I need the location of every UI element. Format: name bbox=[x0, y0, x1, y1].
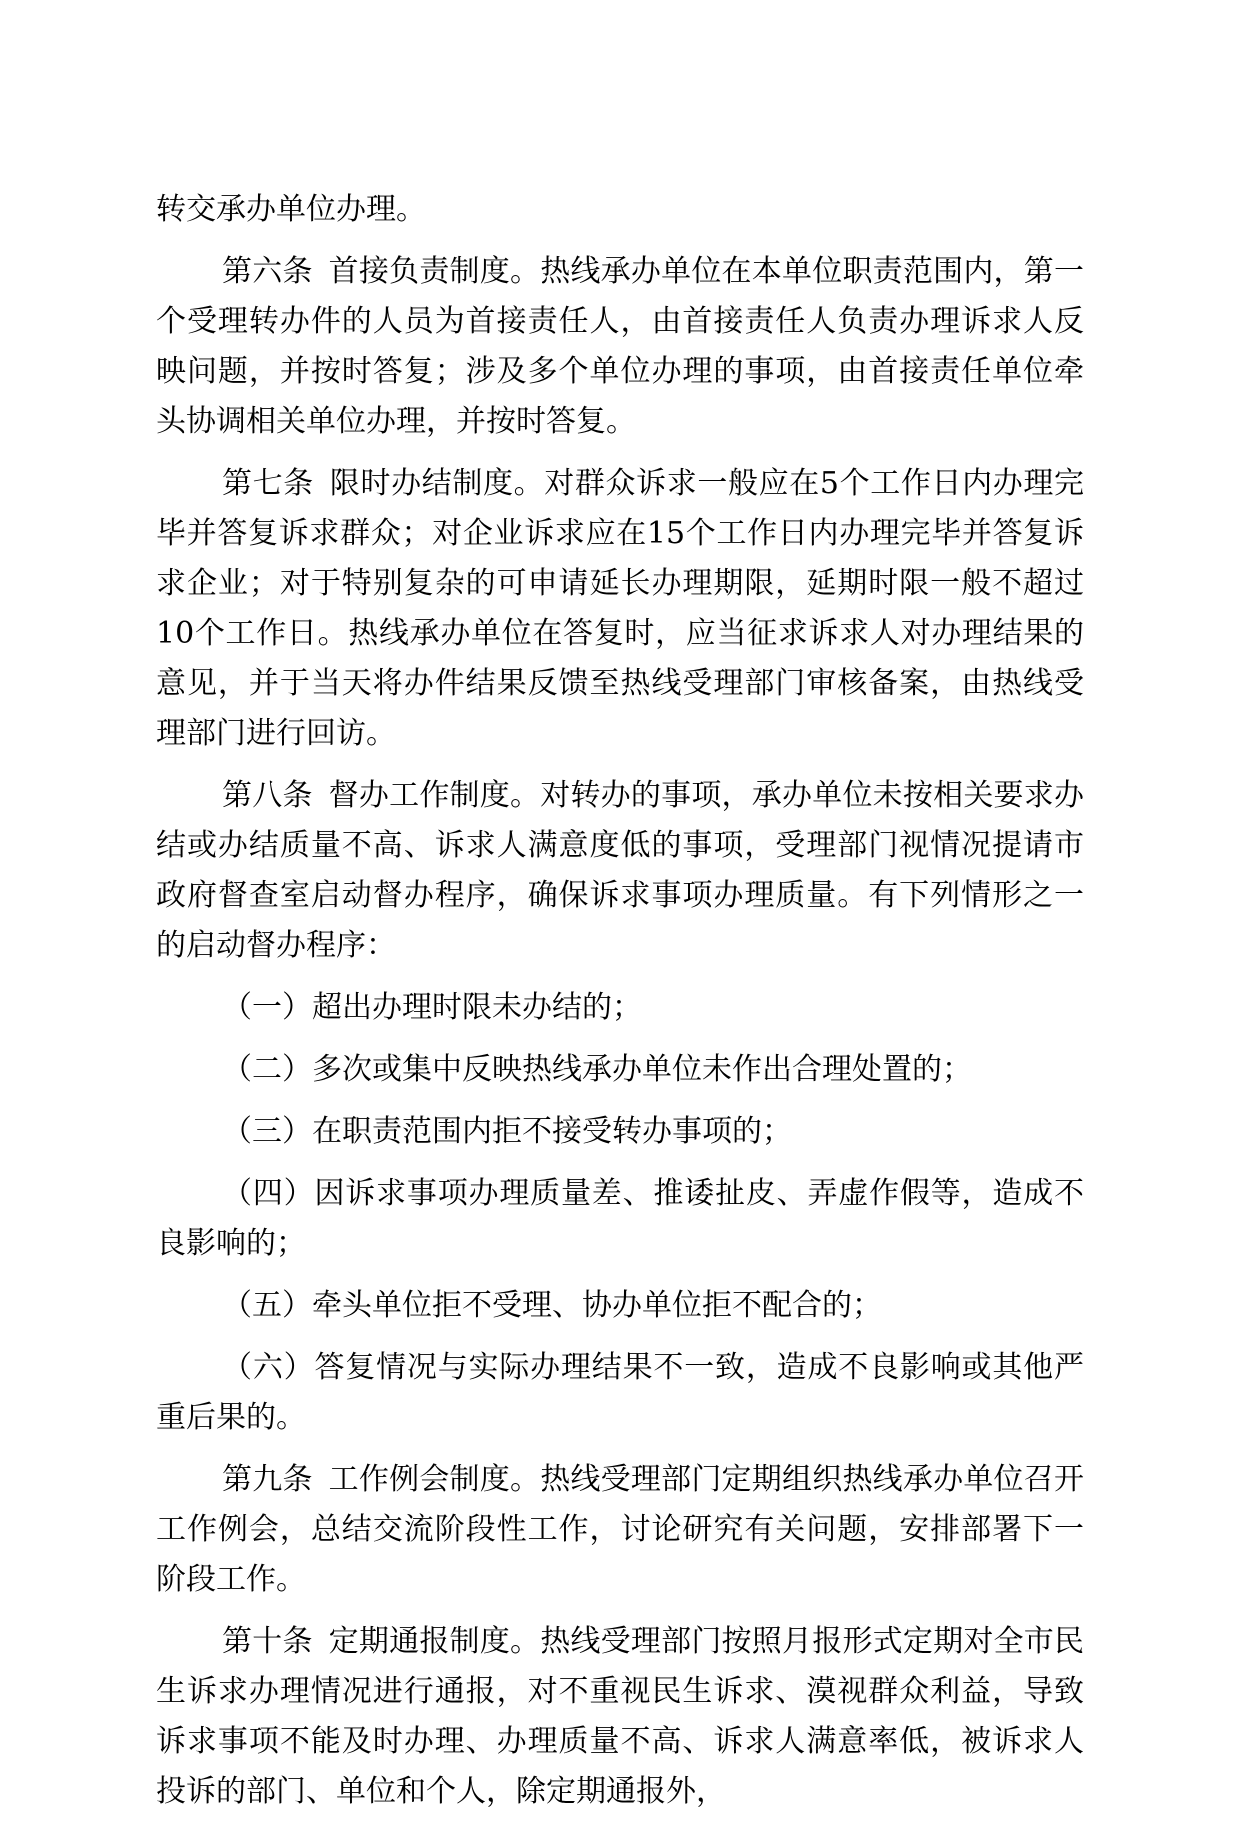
list-item bbox=[156, 1281, 1084, 1331]
list-item-text: （三）在职责范围内拒不接受转办事项的； bbox=[222, 1114, 792, 1149]
list-item bbox=[156, 1343, 1084, 1443]
list-item-text: （四）因诉求事项办理质量差、推诿扯皮、弄虚作假等，造成不良影响的； bbox=[156, 1176, 1084, 1261]
list-item-text: （二）多次或集中反映热线承办单位未作出合理处置的； bbox=[222, 1052, 972, 1087]
article-text: 限时办结制度。对群众诉求一般应在5个工作日内办理完毕并答复诉求群众；对企业诉求应在15个工作日内办理完毕并答复诉求企业；对于特别复杂的可申请延长办理期限，延期时限一般不超过10个工作日。热线承办单位在答复时，应当征求诉求人对办理结果的意见，并于当天将办件结果反馈至热线受理部门审核备案，由热线受理部门进行回访。 bbox=[156, 466, 1085, 751]
article-10 bbox=[156, 1617, 1084, 1817]
list-item bbox=[156, 1045, 1084, 1095]
article-number: 第十条 bbox=[222, 1624, 313, 1659]
list-item-text: （五）牵头单位拒不受理、协办单位拒不配合的； bbox=[222, 1288, 882, 1323]
paragraph-continued bbox=[156, 185, 1084, 235]
article-number: 第八条 bbox=[222, 778, 313, 813]
document-body bbox=[156, 185, 1084, 1829]
article-number: 第七条 bbox=[222, 466, 314, 501]
list-item-text: （六）答复情况与实际办理结果不一致，造成不良影响或其他严重后果的。 bbox=[156, 1350, 1084, 1435]
article-text: 首接负责制度。热线承办单位在本单位职责范围内，第一个受理转办件的人员为首接责任人，由首接责任人负责办理诉求人反映问题，并按时答复；涉及多个单位办理的事项，由首接责任单位牵头协调相关单位办理，并按时答复。 bbox=[156, 254, 1085, 439]
article-number: 第九条 bbox=[222, 1462, 313, 1497]
list-item bbox=[156, 1107, 1084, 1157]
article-text: 工作例会制度。热线受理部门定期组织热线承办单位召开工作例会，总结交流阶段性工作，讨论研究有关问题，安排部署下一阶段工作。 bbox=[156, 1462, 1085, 1597]
article-text: 定期通报制度。热线受理部门按照月报形式定期对全市民生诉求办理情况进行通报，对不重视民生诉求、漠视群众利益，导致诉求事项不能及时办理、办理质量不高、诉求人满意率低，被诉求人投诉的部门、单位和个人，除定期通报外， bbox=[156, 1624, 1085, 1809]
article-8 bbox=[156, 771, 1084, 971]
list-item bbox=[156, 1169, 1084, 1269]
list-item bbox=[156, 983, 1084, 1033]
paragraph-text: 转交承办单位办理。 bbox=[156, 192, 426, 227]
article-text: 督办工作制度。对转办的事项，承办单位未按相关要求办结或办结质量不高、诉求人满意度低的事项，受理部门视情况提请市政府督查室启动督办程序，确保诉求事项办理质量。有下列情形之一的启动督办程序： bbox=[156, 778, 1085, 963]
article-9 bbox=[156, 1455, 1084, 1605]
list-item-text: （一）超出办理时限未办结的； bbox=[222, 990, 642, 1025]
article-number: 第六条 bbox=[222, 254, 313, 289]
article-7 bbox=[156, 459, 1084, 759]
article-6 bbox=[156, 247, 1084, 447]
